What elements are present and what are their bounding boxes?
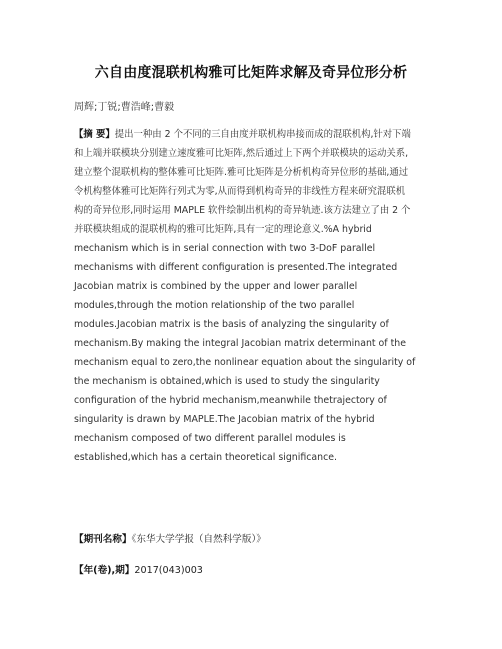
- journal-name-label: 【期刊名称】: [74, 534, 132, 545]
- author-list: 周辉;丁锐;曹浩峰;曹毅: [74, 102, 175, 113]
- year-volume-issue-label: 【年(卷),期】: [74, 565, 135, 576]
- abstract-line: singularity is drawn by MAPLE.The Jacobian matrix of the hybrid: [74, 414, 375, 425]
- year-volume-issue-row: [74, 562, 203, 576]
- journal-name-value: 《东华大学学报（自然科学版）》: [131, 534, 266, 545]
- abstract-line: 建立整个混联机构的整体雅可比矩阵.雅可比矩阵是分析机构奇异位形的基础,通过: [74, 167, 409, 178]
- year-volume-issue-value: 2017(043)003: [134, 565, 203, 576]
- abstract-english: [74, 239, 430, 467]
- abstract-line: Jacobian matrix is combined by the upper and lower parallel: [74, 281, 358, 292]
- abstract-line: modules.Jacobian matrix is the basis of analyzing the singularity of: [74, 319, 389, 330]
- abstract-line: 令机构整体雅可比矩阵行列式为零,从而得到机构奇异的非线性方程来研究混联机: [74, 186, 406, 197]
- abstract-line: mechanism equal to zero,the nonlinear equation about the singularity of: [74, 357, 416, 368]
- abstract-section: [74, 125, 430, 467]
- abstract-line: 【摘 要】提出一种由 2 个不同的三自由度并联机构串接而成的混联机构,针对下端: [74, 129, 411, 140]
- abstract-line: mechanism which is in serial connection with two 3-DoF parallel: [74, 243, 376, 254]
- abstract-line: 构的奇异位形,同时运用 MAPLE 软件绘制出机构的奇异轨迹.该方法建立了由 2 个: [74, 205, 411, 216]
- abstract-line: mechanism.By making the integral Jacobian matrix determinant of the: [74, 338, 406, 349]
- abstract-chinese: [74, 125, 430, 239]
- abstract-line: the mechanism is obtained,which is used to study the singularity: [74, 376, 380, 387]
- abstract-line: 和上端并联模块分别建立速度雅可比矩阵,然后通过上下两个并联模块的运动关系,: [74, 148, 409, 159]
- journal-name-row: [74, 531, 266, 545]
- abstract-label: 【摘 要】: [74, 129, 115, 140]
- paper-title: 六自由度混联机构雅可比矩阵求解及奇异位形分析: [94, 65, 408, 81]
- abstract-line: mechanism composed of two different parallel modules is: [74, 433, 346, 444]
- abstract-line: modules,through the motion relationship of the two parallel: [74, 300, 355, 311]
- abstract-line: configuration of the hybrid mechanism,meanwhile thetrajectory of: [74, 395, 387, 406]
- abstract-line: 并联模块组成的混联机构的雅可比矩阵,具有一定的理论意义.%A hybrid: [74, 224, 372, 235]
- abstract-line: mechanisms with different configuration is presented.The integrated: [74, 262, 398, 273]
- abstract-line: established,which has a certain theoretical significance.: [74, 452, 337, 463]
